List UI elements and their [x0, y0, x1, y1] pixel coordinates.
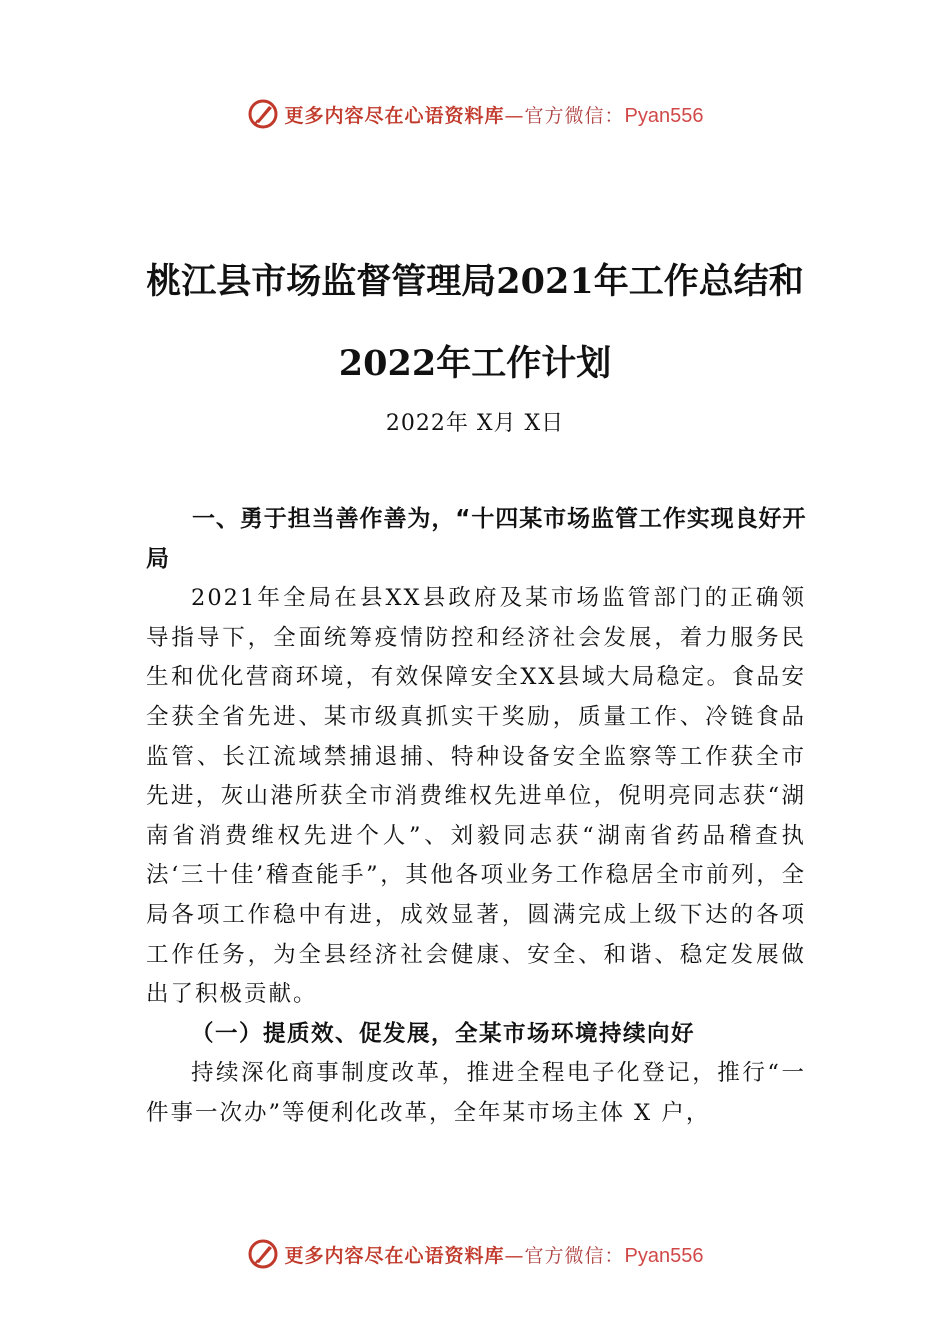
watermark-account: Pyan556	[624, 1244, 704, 1267]
watermark-label: 官方微信：	[524, 1244, 625, 1267]
watermark-footer	[0, 1234, 950, 1274]
paragraph-1: 2021年全局在县XX县政府及某市场监管部门的正确领导指导下，全面统筹疫情防控和经济社会发展，着力服务民生和优化营商环境，有效保障安全XX县域大局稳定。食品安全获全省先进、某市级真抓实干奖励，质量工作、冷链食品监管、长江流域禁捕退捕、特种设备安全监察等工作获全市先进，灰山港所获全市消费维权先进单位，倪明亮同志获“湖南省消费维权先进个人”、刘毅同志获“湖南省药品稽查执法‘三十佳’稽查能手”，其他各项业务工作稳居全市前列，全局各项工作稳中有进，成效显著，圆满完成上级下达的各项工作任务，为全县经济社会健康、安全、和谐、稳定发展做出了积极贡献。	[146, 585, 806, 1008]
watermark-brand: 更多内容尽在心语资料库	[284, 1244, 505, 1267]
watermark-dash: —	[504, 1244, 525, 1267]
watermark-brand: 更多内容尽在心语资料库	[284, 104, 505, 127]
watermark-text	[285, 1241, 704, 1268]
watermark-label: 官方微信：	[524, 104, 625, 127]
document-body	[146, 500, 806, 1134]
document-date: 2022年 X月 X日	[385, 411, 565, 436]
document-title-line-1: 桃江县市场监督管理局2021年工作总结和	[146, 261, 804, 302]
paragraph-2: 持续深化商事制度改革，推进全程电子化登记，推行“一件事一次办”等便利化改革，全年某市场主体 X 户，	[146, 1060, 806, 1126]
watermark-text	[285, 101, 704, 128]
watermark-dash: —	[504, 104, 525, 127]
section-heading-1: 一、勇于担当善作善为，“十四某市场监管工作实现良好开局	[146, 506, 806, 572]
subsection-heading-1: （一）提质效、促发展，全某市场环境持续向好	[191, 1020, 696, 1047]
document-title-line-2: 2022年工作计划	[338, 343, 612, 384]
quill-pen-circle-icon	[247, 1238, 279, 1270]
watermark-header	[0, 94, 950, 134]
watermark-account: Pyan556	[624, 104, 704, 127]
quill-pen-circle-icon	[247, 98, 279, 130]
